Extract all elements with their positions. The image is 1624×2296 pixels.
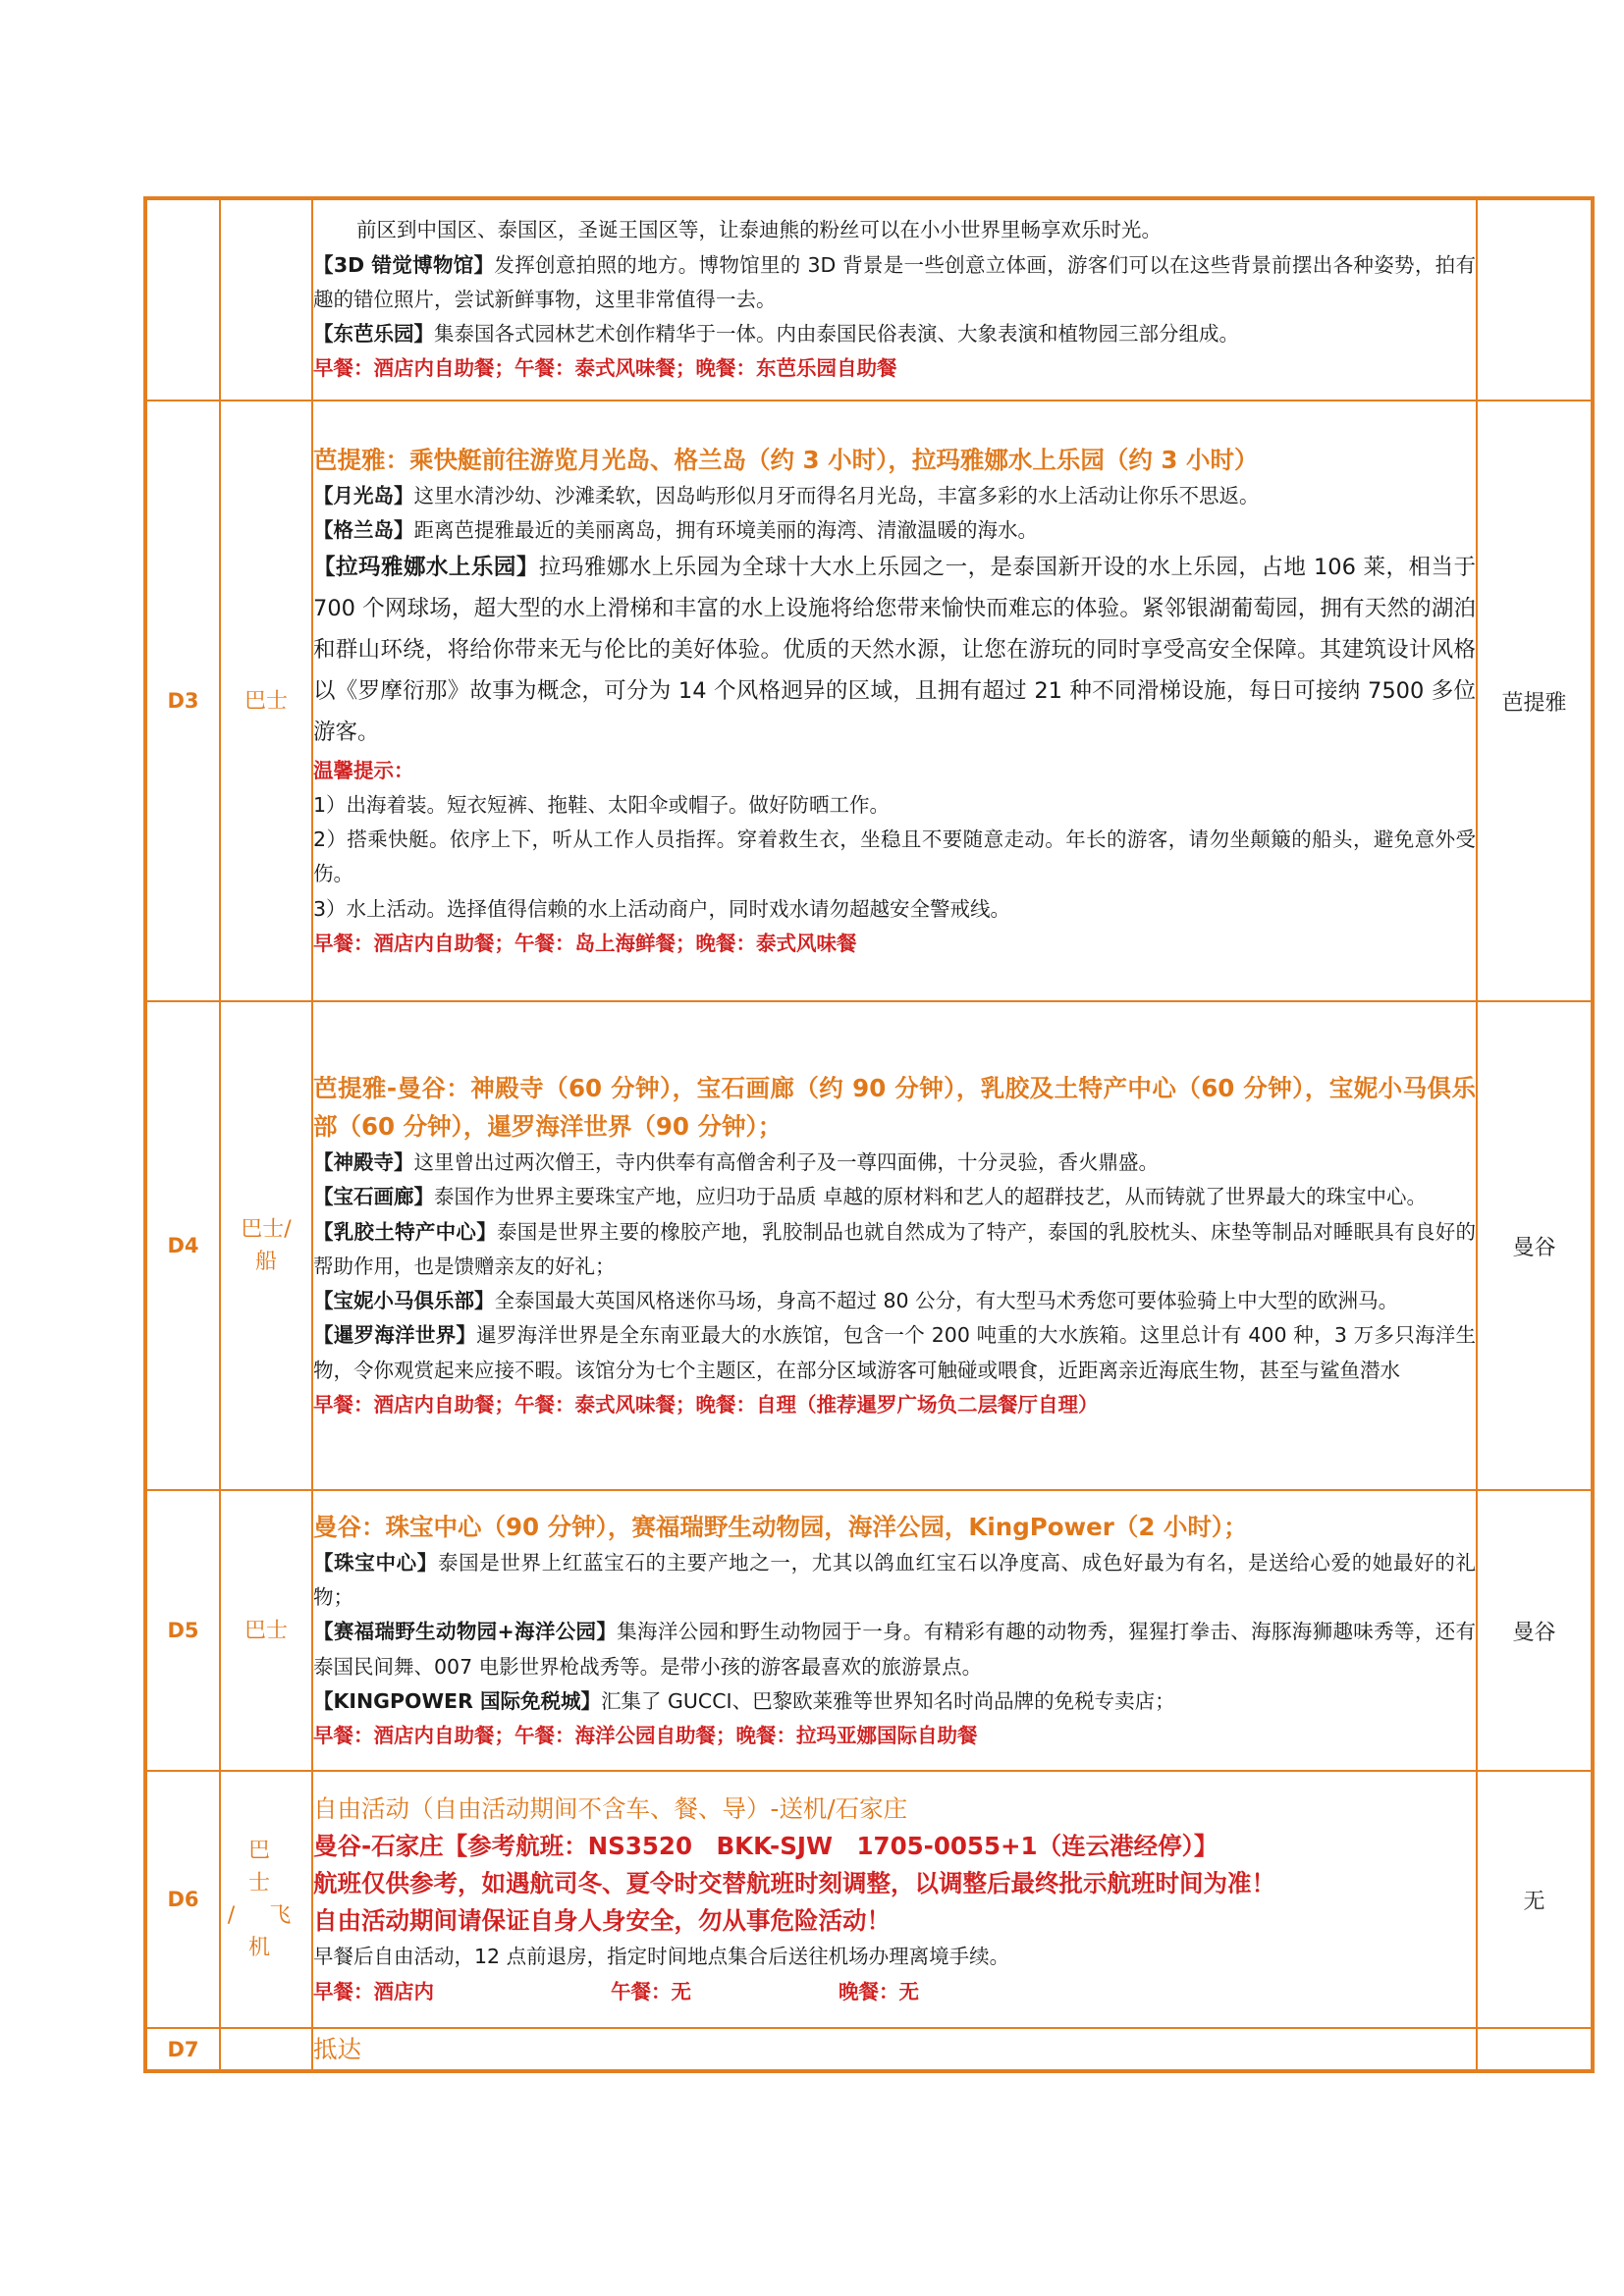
tip-item: 2）搭乘快艇。依序上下，听从工作人员指挥。穿着救生衣，坐稳且不要随意走动。年长的游客，请勿坐颠簸的船头，避免意外受伤。 — [313, 828, 1476, 886]
hotel-cell: 芭提雅 — [1477, 400, 1593, 1001]
day-heading: 抵达 — [313, 2034, 361, 2063]
table-row — [145, 1490, 1593, 1771]
day-content — [312, 2028, 1477, 2071]
table-row — [145, 198, 1593, 400]
day-label: D4 — [145, 1001, 220, 1490]
day-content: 芭提雅：乘快艇前往游览月光岛、格兰岛（约 3 小时），拉玛雅娜水上乐园（约 3 小时） 【月光岛】这里水清沙幼、沙滩柔软，因岛屿形似月牙而得名月光岛，丰富多彩的水上活动让你乐不思返。 【格兰岛】距离芭提雅最近的美丽离岛，拥有环境美丽的海湾、清澈温暖的海水。 【拉玛雅娜水上乐园】拉玛雅娜水上乐园为全球十大水上乐园之一，是泰国新开设的水上乐园，占地 106 莱，相当于 700 个网球场，超大型的水上滑梯和丰富的水上设施将给您带来愉快而难忘的体验。紧邻银湖葡萄园，拥有天然的湖泊和群山环绕，将给你带来无与伦比的美好体验。优质的天然水源，让您在游玩的同时享受高安全保障。其建筑设计风格以《罗摩衍那》故事为概念，可分为 14 个风格迥异的区域，且拥有超过 21 种不同滑梯设施，每日可接纳 7500 多位游客。 温馨提示： 1）出海着装。短衣短裤、拖鞋、太阳伞或帽子。做好防晒工作。 2）搭乘快艇。依序上下，听从工作人员指挥。穿着救生衣，坐稳且不要随意走动。年长的游客，请勿坐颠簸的船头，避免意外受伤。 3）水上活动。选择值得信赖的水上活动商户，同时戏水请勿超越安全警戒线。 早餐：酒店内自助餐；午餐：岛上海鲜餐；晚餐：泰式风味餐 — [312, 400, 1477, 1001]
table-row — [145, 2028, 1593, 2071]
transport-cell: 巴士 — [220, 400, 312, 1001]
day-label: D6 — [145, 1771, 220, 2028]
day-content — [312, 1771, 1477, 2028]
table-row — [145, 400, 1593, 1001]
day-label: D7 — [145, 2028, 220, 2071]
transport-cell: 巴士 — [220, 1490, 312, 1771]
day-label: D3 — [145, 400, 220, 1001]
itinerary-table — [143, 196, 1595, 2073]
day-heading: 曼谷：珠宝中心（90 分钟），赛福瑞野生动物园，海洋公园，KingPower（2 小时）； — [313, 1512, 1248, 1541]
tip-item: 3）水上活动。选择值得信赖的水上活动商户，同时戏水请勿超越安全警戒线。 — [313, 896, 1011, 921]
hotel-cell: 曼谷 — [1477, 1490, 1593, 1771]
flight-notice: 航班仅供参考，如遇航司冬、夏令时交替航班时刻调整，以调整后最终批示航班时间为准！ — [313, 1869, 1275, 1898]
day-heading: 芭提雅：乘快艇前往游览月光岛、格兰岛（约 3 小时），拉玛雅娜水上乐园（约 3 小时） — [313, 445, 1259, 474]
day-content: 芭提雅-曼谷：神殿寺（60 分钟），宝石画廊（约 90 分钟），乳胶及土特产中心（60 分钟），宝妮小马俱乐部（60 分钟），暹罗海洋世界（90 分钟）； 【神殿寺】这里曾出过两次僧王，寺内供奉有高僧舍利子及一尊四面佛，十分灵验，香火鼎盛。 【宝石画廊】泰国作为世界主要珠宝产地，应归功于品质 卓越的原材料和艺人的超群技艺，从而铸就了世界最大的珠宝中心。 【乳胶土特产中心】泰国是世界主要的橡胶产地，乳胶制品也就自然成为了特产，泰国的乳胶枕头、床垫等制品对睡眠具有良好的帮助作用，也是馈赠亲友的好礼； 【宝妮小马俱乐部】全泰国最大英国风格迷你马场，身高不超过 80 公分，有大型马术秀您可要体验骑上中大型的欧洲马。 【暹罗海洋世界】暹罗海洋世界是全东南亚最大的水族馆，包含一个 200 吨重的大水族箱。这里总计有 400 种，3 万多只海洋生物，令你观赏起来应接不暇。该馆分为七个主题区，在部分区域游客可触碰或喂食，近距离亲近海底生物，甚至与鲨鱼潜水 早餐：酒店内自助餐；午餐：泰式风味餐；晚餐：自理（推荐暹罗广场负二层餐厅自理） — [312, 1001, 1477, 1490]
meals-line: 早餐：酒店内自助餐；午餐：泰式风味餐；晚餐：自理（推荐暹罗广场负二层餐厅自理） — [313, 1392, 1099, 1416]
transport-cell: 巴 士 / 飞 机 — [220, 1771, 312, 2028]
meals-line: 早餐：酒店内自助餐；午餐：岛上海鲜餐；晚餐：泰式风味餐 — [313, 931, 857, 955]
day-content: 前区到中国区、泰国区，圣诞王国区等，让泰迪熊的粉丝可以在小小世界里畅享欢乐时光。 【3D 错觉博物馆】发挥创意拍照的地方。博物馆里的 3D 背景是一些创意立体画，游客们可以在这些背景前摆出各种姿势，拍有趣的错位照片，尝试新鲜事物，这里非常值得一去。 【东芭乐园】集泰国各式园林艺术创作精华于一体。内由泰国民俗表演、大象表演和植物园三部分组成。 早餐：酒店内自助餐；午餐：泰式风味餐；晚餐：东芭乐园自助餐 — [312, 198, 1477, 400]
transport-cell: 巴士/ 船 — [220, 1001, 312, 1490]
itinerary-page — [143, 196, 1595, 2073]
tip-item: 1）出海着装。短衣短裤、拖鞋、太阳伞或帽子。做好防晒工作。 — [313, 792, 891, 817]
safety-notice: 自由活动期间请保证自身人身安全，勿从事危险活动！ — [313, 1906, 891, 1936]
flight-info: 曼谷-石家庄【参考航班：NS3520 BKK-SJW 1705-0055+1（连云港经停）】 — [313, 1832, 1218, 1861]
table-row — [145, 1771, 1593, 2028]
day-label: D5 — [145, 1490, 220, 1771]
table-row — [145, 1001, 1593, 1490]
meals-line: 早餐：酒店内自助餐；午餐：泰式风味餐；晚餐：东芭乐园自助餐 — [313, 356, 897, 381]
day-heading: 自由活动（自由活动期间不含车、餐、导）-送机/石家庄 — [313, 1794, 908, 1824]
day-description: 早餐后自由活动，12 点前退房，指定时间地点集合后送往机场办理离境手续。 — [313, 1945, 1010, 1969]
day-heading: 芭提雅-曼谷：神殿寺（60 分钟），宝石画廊（约 90 分钟），乳胶及土特产中心（60 分钟），宝妮小马俱乐部（60 分钟），暹罗海洋世界（90 分钟）； — [313, 1073, 1476, 1141]
hotel-cell: 无 — [1477, 1771, 1593, 2028]
day-content: 曼谷：珠宝中心（90 分钟），赛福瑞野生动物园，海洋公园，KingPower（2 小时）； 【珠宝中心】泰国是世界上红蓝宝石的主要产地之一，尤其以鸽血红宝石以净度高、成色好最为有名，是送给心爱的她最好的礼物； 【赛福瑞野生动物园+海洋公园】集海洋公园和野生动物园于一身。有精彩有趣的动物秀，猩猩打拳击、海豚海狮趣味秀等，还有泰国民间舞、007 电影世界枪战秀等。是带小孩的游客最喜欢的旅游景点。 【KINGPOWER 国际免税城】汇集了 GUCCI、巴黎欧莱雅等世界知名时尚品牌的免税专卖店； 早餐：酒店内自助餐；午餐：海洋公园自助餐；晚餐：拉玛亚娜国际自助餐 — [312, 1490, 1477, 1771]
meals-line: 早餐：酒店内 午餐：无 晚餐：无 — [313, 1979, 919, 2003]
hotel-cell: 曼谷 — [1477, 1001, 1593, 1490]
tips-title: 温馨提示： — [313, 758, 414, 782]
meals-line: 早餐：酒店内自助餐；午餐：海洋公园自助餐；晚餐：拉玛亚娜国际自助餐 — [313, 1724, 978, 1748]
